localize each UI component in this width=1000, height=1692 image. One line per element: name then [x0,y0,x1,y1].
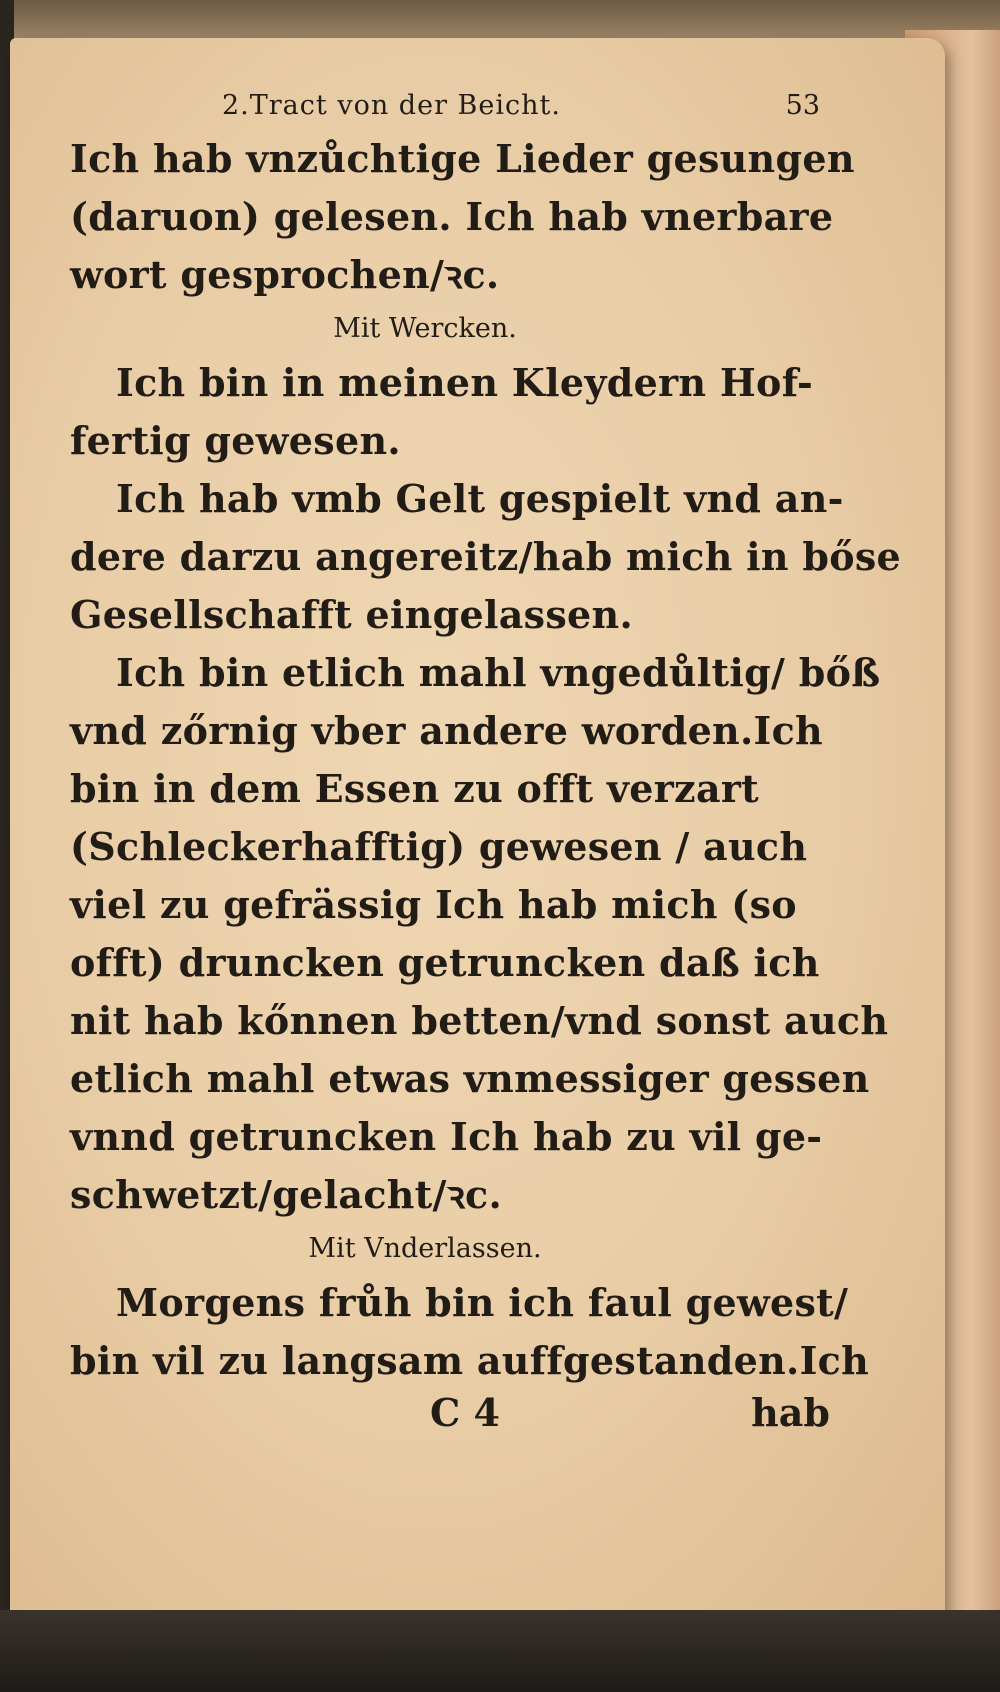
text-line: Morgens frůh bin ich faul gewest/ [116,1280,849,1325]
text-line: offt) druncken getruncken daß ich [70,940,820,985]
page-footer [70,1390,830,1448]
text-line: Ich hab vnzůchtige Lieder gesungen [70,136,855,181]
page-number: 53 [785,90,820,121]
text-line: fertig gewesen. [70,418,401,463]
text-line: vnnd getruncken Ich hab zu vil ge- [70,1114,823,1159]
text-line: (daruon) gelesen. Ich hab vnerbare [70,194,834,239]
text-line: bin vil zu langsam auffgestanden.Ich [70,1338,870,1383]
text-line: viel zu gefrässig Ich hab mich (so [70,882,797,927]
text-line: dere darzu angereitz/hab mich in bőse [70,534,902,579]
text-line: Gesellschafft eingelassen. [70,592,633,637]
text-line: wort gesprochen/ꝛc. [70,252,500,297]
binding-top [0,0,1000,42]
catchword: hab [751,1390,830,1435]
text-line: Ich bin etlich mahl vngedůltig/ bőß [116,650,881,695]
text-line: (Schleckerhafftig) gewesen / auch [70,824,808,869]
text-line: etlich mahl etwas vnmessiger gessen [70,1056,870,1101]
text-line: vnd zőrnig vber andere worden.Ich [70,708,823,753]
section-heading-vnderlassen: Mit Vnderlassen. [308,1233,542,1264]
page-text [70,90,902,1448]
text-line: nit hab kőnnen betten/vnd sonst auch [70,998,889,1043]
table-background [0,1610,1000,1692]
text-line: bin in dem Essen zu offt verzart [70,766,760,811]
text-line: schwetzt/gelacht/ꝛc. [70,1172,502,1217]
signature-mark: C 4 [430,1390,500,1435]
running-title: 2.Tract von der Beicht. [222,90,561,121]
page-header [70,90,830,130]
text-line: Ich bin in meinen Kleydern Hof- [116,360,814,405]
section-heading-wercken: Mit Wercken. [333,313,517,344]
text-line: Ich hab vmb Gelt gespielt vnd an- [116,476,844,521]
